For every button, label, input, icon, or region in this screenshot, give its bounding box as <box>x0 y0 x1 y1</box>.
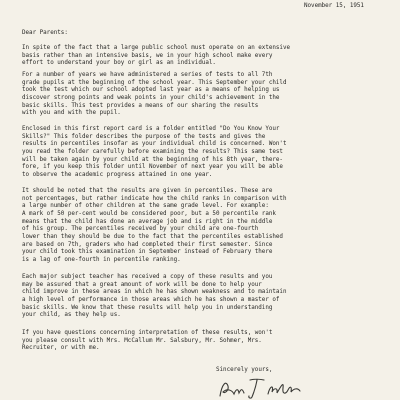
text-line: not percentages, but rather indicate how the child ranks in comparison with <box>22 195 287 202</box>
text-line: are based on 7th, graders who had completed their first semester. Since <box>22 241 273 248</box>
text-line: may be assured that a great amount of work will be done to help your <box>22 281 262 288</box>
text-line: your child, as they help us. <box>22 312 121 319</box>
text-line: fore, if you keep this folder until November of next year you will be able <box>22 164 283 171</box>
text-line: will be taken again by your child at the beginning of his 8th year, there- <box>22 156 283 163</box>
paragraph-intro <box>22 45 290 68</box>
text-line: took the test which our school adopted last year as a means of helping us <box>22 87 280 94</box>
handwritten-signature <box>214 376 314 400</box>
letter-date: November 15, 1951 <box>304 3 364 9</box>
text-line: For a number of years we have administered a series of tests to all 7th <box>22 72 273 78</box>
text-line: child improve in these areas in which he has shown weakness and to maintain <box>22 289 287 296</box>
text-line: is a lag of one-fourth in percentile ranking. <box>22 256 181 263</box>
text-line: basic skills. This test provides a means of our sharing the results <box>22 102 259 109</box>
text-line: a large number of other children at the same grade level. For example: <box>22 203 269 210</box>
paragraph-questions <box>22 330 272 353</box>
signature-scribble <box>214 376 314 400</box>
text-line: It should be noted that the results are given in percentiles. These are <box>22 188 273 194</box>
text-line: a high level of performance in those areas which he has shown a master of <box>22 296 280 303</box>
text-line: your child took this examination in September instead of February there <box>22 249 273 256</box>
text-line: Skills?" This folder describes the purpose of the tests and gives the <box>22 133 266 140</box>
text-line: grade pupils at the beginning of the school year. This September your child <box>22 79 287 86</box>
text-line: to observe the academic progress attained in one year. <box>22 171 213 178</box>
paragraph-teachers <box>22 274 287 320</box>
text-line: results in percentiles insofar as your individual child is concerned. Won't <box>22 141 287 148</box>
text-line: Enclosed in this first report card is a folder entitled "Do You Know Your <box>22 126 280 132</box>
text-line: of his group. The percentiles received by your child are one-fourth <box>22 226 259 233</box>
text-line: If you have questions concerning interpretation of these results, won't <box>22 330 273 336</box>
text-line: you read the folder carefully before examining the results? This same test <box>22 148 283 155</box>
paragraph-tests <box>22 72 287 118</box>
text-line: A mark of 50 per-cent would be considered poor, but a 50 percentile rank <box>22 210 276 217</box>
text-line: means that the child has done an average job and is right in the middle <box>22 218 273 225</box>
closing: Sincerely yours, <box>216 367 273 373</box>
text-line: effort to understand your boy or girl as an individual. <box>22 60 216 67</box>
text-line: basic skills. We know that these results will help you in understanding <box>22 304 273 311</box>
paragraph-percentiles <box>22 188 287 265</box>
text-line: lower than they should be due to the fact that the percentiles established <box>22 233 283 240</box>
text-line: discover strong points and weak points in your child's achievement in the <box>22 94 280 101</box>
text-line: In spite of the fact that a large public school must operate on an extensive <box>22 45 291 51</box>
text-line: you please consult with Mrs. McCallum Mr. Salsbury, Mr. Sohmer, Mrs. <box>22 337 262 344</box>
text-line: Recruiter, or with me. <box>22 345 100 352</box>
text-line: with you and with the pupil. <box>22 110 121 117</box>
paragraph-folder <box>22 126 287 180</box>
text-line: basis rather than an intensive basis, we in your high school make every <box>22 52 273 59</box>
salutation: Dear Parents: <box>22 30 68 36</box>
text-line: Each major subject teacher has received a copy of these results and you <box>22 274 273 280</box>
